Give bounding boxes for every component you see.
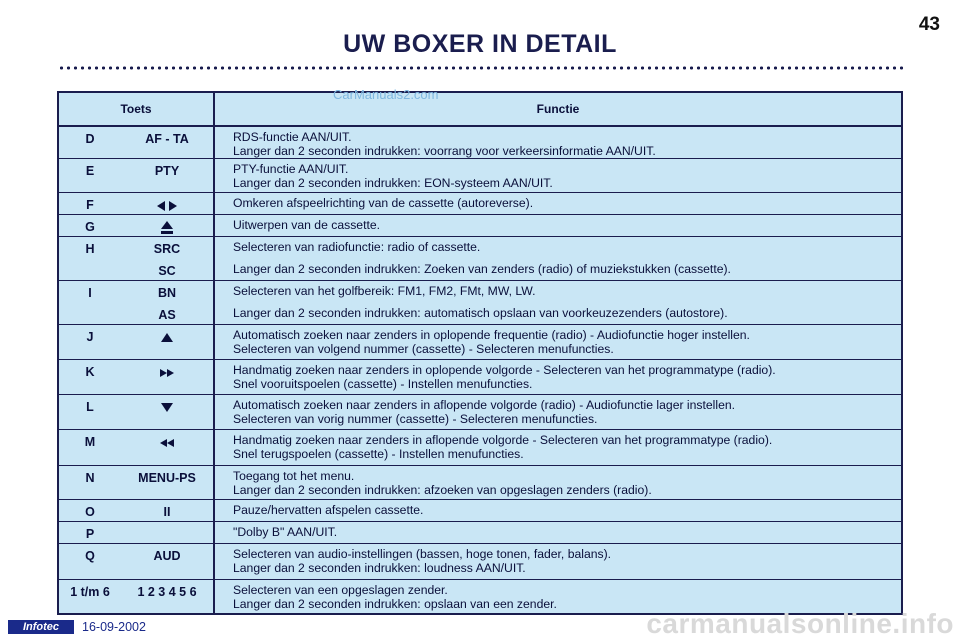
function-line: Selecteren van een opgeslagen zender. <box>233 583 448 597</box>
row-code: 1 2 3 4 5 6 <box>137 585 197 599</box>
row-code: AF - TA <box>145 132 189 146</box>
infotec-logo: Infotec <box>8 620 74 634</box>
row-function <box>233 219 895 233</box>
row-function <box>233 548 895 575</box>
footer-watermark: carmanualsonline.info <box>646 608 954 639</box>
function-line: Omkeren afspeelrichting van de cassette (autoreverse). <box>233 196 534 210</box>
dotted-divider <box>58 66 906 70</box>
row-code-secondary: AS <box>158 308 176 322</box>
footer-date: 16-09-2002 <box>82 620 146 634</box>
row-letter: I <box>88 286 92 300</box>
row-code: SRC <box>153 242 181 256</box>
row-letter: D <box>85 132 95 146</box>
row-code: MENU-PS <box>138 471 196 485</box>
table-row <box>59 360 901 395</box>
row-function <box>233 434 895 461</box>
header-key: Toets <box>120 102 152 116</box>
function-line: Langer dan 2 seconden indrukken: EON-systeem AAN/UIT. <box>233 175 553 190</box>
function-line: Selecteren van het golfbereik: FM1, FM2, FMt, MW, LW. <box>233 284 536 298</box>
row-function <box>233 584 895 611</box>
function-line: Selecteren van vorig nummer (cassette) - Selecteren menufuncties. <box>233 411 598 426</box>
row-letter: M <box>84 435 96 449</box>
table-row <box>59 522 901 544</box>
function-line: Langer dan 2 seconden indrukken: voorrang voor verkeersinformatie AAN/UIT. <box>233 143 656 158</box>
page-title: UW BOXER IN DETAIL <box>343 30 617 58</box>
table-row <box>59 281 901 325</box>
function-line: Selecteren van volgend nummer (cassette) - Selecteren menufuncties. <box>233 341 614 356</box>
function-line: Langer dan 2 seconden indrukken: automatisch opslaan van voorkeuzezenders (autostore). <box>233 306 728 320</box>
fast-forward-icon <box>160 366 174 380</box>
row-letter: J <box>86 330 94 344</box>
row-function <box>233 163 895 190</box>
function-line: Langer dan 2 seconden indrukken: afzoeken van opgeslagen zenders (radio). <box>233 482 652 497</box>
function-table <box>57 91 903 615</box>
row-function-secondary <box>233 307 895 321</box>
function-line: Snel terugspoelen (cassette) - Instellen menufuncties. <box>233 446 524 461</box>
row-code: PTY <box>154 164 180 178</box>
function-line: Handmatig zoeken naar zenders in oplopende volgorde - Selecteren van het programmatype (radio). <box>233 363 776 377</box>
row-code: AUD <box>153 549 181 563</box>
function-line: Toegang tot het menu. <box>233 469 355 483</box>
down-triangle-icon <box>161 403 173 412</box>
row-code <box>121 365 213 380</box>
row-letter: L <box>86 400 94 414</box>
row-letter: K <box>85 365 95 379</box>
row-code: BN <box>157 286 177 300</box>
table-row <box>59 466 901 500</box>
table-row <box>59 215 901 237</box>
row-code <box>121 330 213 344</box>
table-row <box>59 325 901 360</box>
table-row <box>59 500 901 522</box>
function-line: PTY-functie AAN/UIT. <box>233 162 349 176</box>
row-function <box>233 241 895 255</box>
header-function: Functie <box>536 102 580 116</box>
table-row <box>59 395 901 430</box>
table-row <box>59 430 901 466</box>
row-letter: H <box>85 242 95 256</box>
row-code <box>121 220 213 234</box>
function-line: Selecteren van audio-instellingen (bassen, hoge tonen, fader, balans). <box>233 547 612 561</box>
function-line: "Dolby B" AAN/UIT. <box>233 525 338 539</box>
row-letter: Q <box>85 549 95 563</box>
row-function <box>233 504 895 518</box>
row-letter: 1 t/m 6 <box>70 585 110 599</box>
function-line: Pauze/hervatten afspelen cassette. <box>233 503 424 517</box>
function-line: Uitwerpen van de cassette. <box>233 218 381 232</box>
table-row <box>59 237 901 281</box>
row-function <box>233 131 895 158</box>
row-letter: E <box>85 164 95 178</box>
watermark-top: CarManuals2.com <box>333 87 439 102</box>
row-code <box>121 435 213 450</box>
function-line: Langer dan 2 seconden indrukken: Zoeken van zenders (radio) of muziekstukken (cassette). <box>233 262 731 276</box>
row-function <box>233 399 895 426</box>
right-triangle-icon <box>169 201 177 211</box>
table-row <box>59 193 901 215</box>
function-line: Langer dan 2 seconden indrukken: opslaan van een zender. <box>233 596 557 611</box>
eject-icon <box>160 221 174 234</box>
row-function <box>233 526 895 540</box>
row-function <box>233 197 895 211</box>
row-function <box>233 364 895 391</box>
table-row <box>59 127 901 159</box>
row-function-secondary <box>233 263 895 277</box>
table-row <box>59 544 901 580</box>
function-line: Automatisch zoeken naar zenders in aflopende volgorde (radio) - Audiofunctie lager instellen. <box>233 398 736 412</box>
table-row <box>59 159 901 193</box>
row-function <box>233 285 895 299</box>
function-line: Handmatig zoeken naar zenders in aflopende volgorde - Selecteren van het programmatype (radio). <box>233 433 773 447</box>
rewind-icon <box>160 436 174 450</box>
row-code <box>121 400 213 414</box>
row-code: II <box>163 505 171 519</box>
row-letter: F <box>86 198 94 212</box>
up-triangle-icon <box>161 333 173 342</box>
function-line: Snel vooruitspoelen (cassette) - Instellen menufuncties. <box>233 376 533 391</box>
row-letter: G <box>85 220 95 234</box>
function-line: RDS-functie AAN/UIT. <box>233 130 352 144</box>
function-line: Automatisch zoeken naar zenders in oplopende frequentie (radio) - Audiofunctie hoger instellen. <box>233 328 750 342</box>
function-line: Selecteren van radiofunctie: radio of cassette. <box>233 240 481 254</box>
left-triangle-icon <box>157 201 165 211</box>
function-line: Langer dan 2 seconden indrukken: loudness AAN/UIT. <box>233 560 526 575</box>
row-letter: P <box>85 527 95 541</box>
row-function <box>233 329 895 356</box>
table-header <box>59 93 901 127</box>
row-letter: O <box>85 505 95 519</box>
row-code <box>121 198 213 212</box>
row-letter: N <box>85 471 95 485</box>
page-number: 43 <box>918 14 940 35</box>
row-code-secondary: SC <box>158 264 176 278</box>
row-function <box>233 470 895 497</box>
